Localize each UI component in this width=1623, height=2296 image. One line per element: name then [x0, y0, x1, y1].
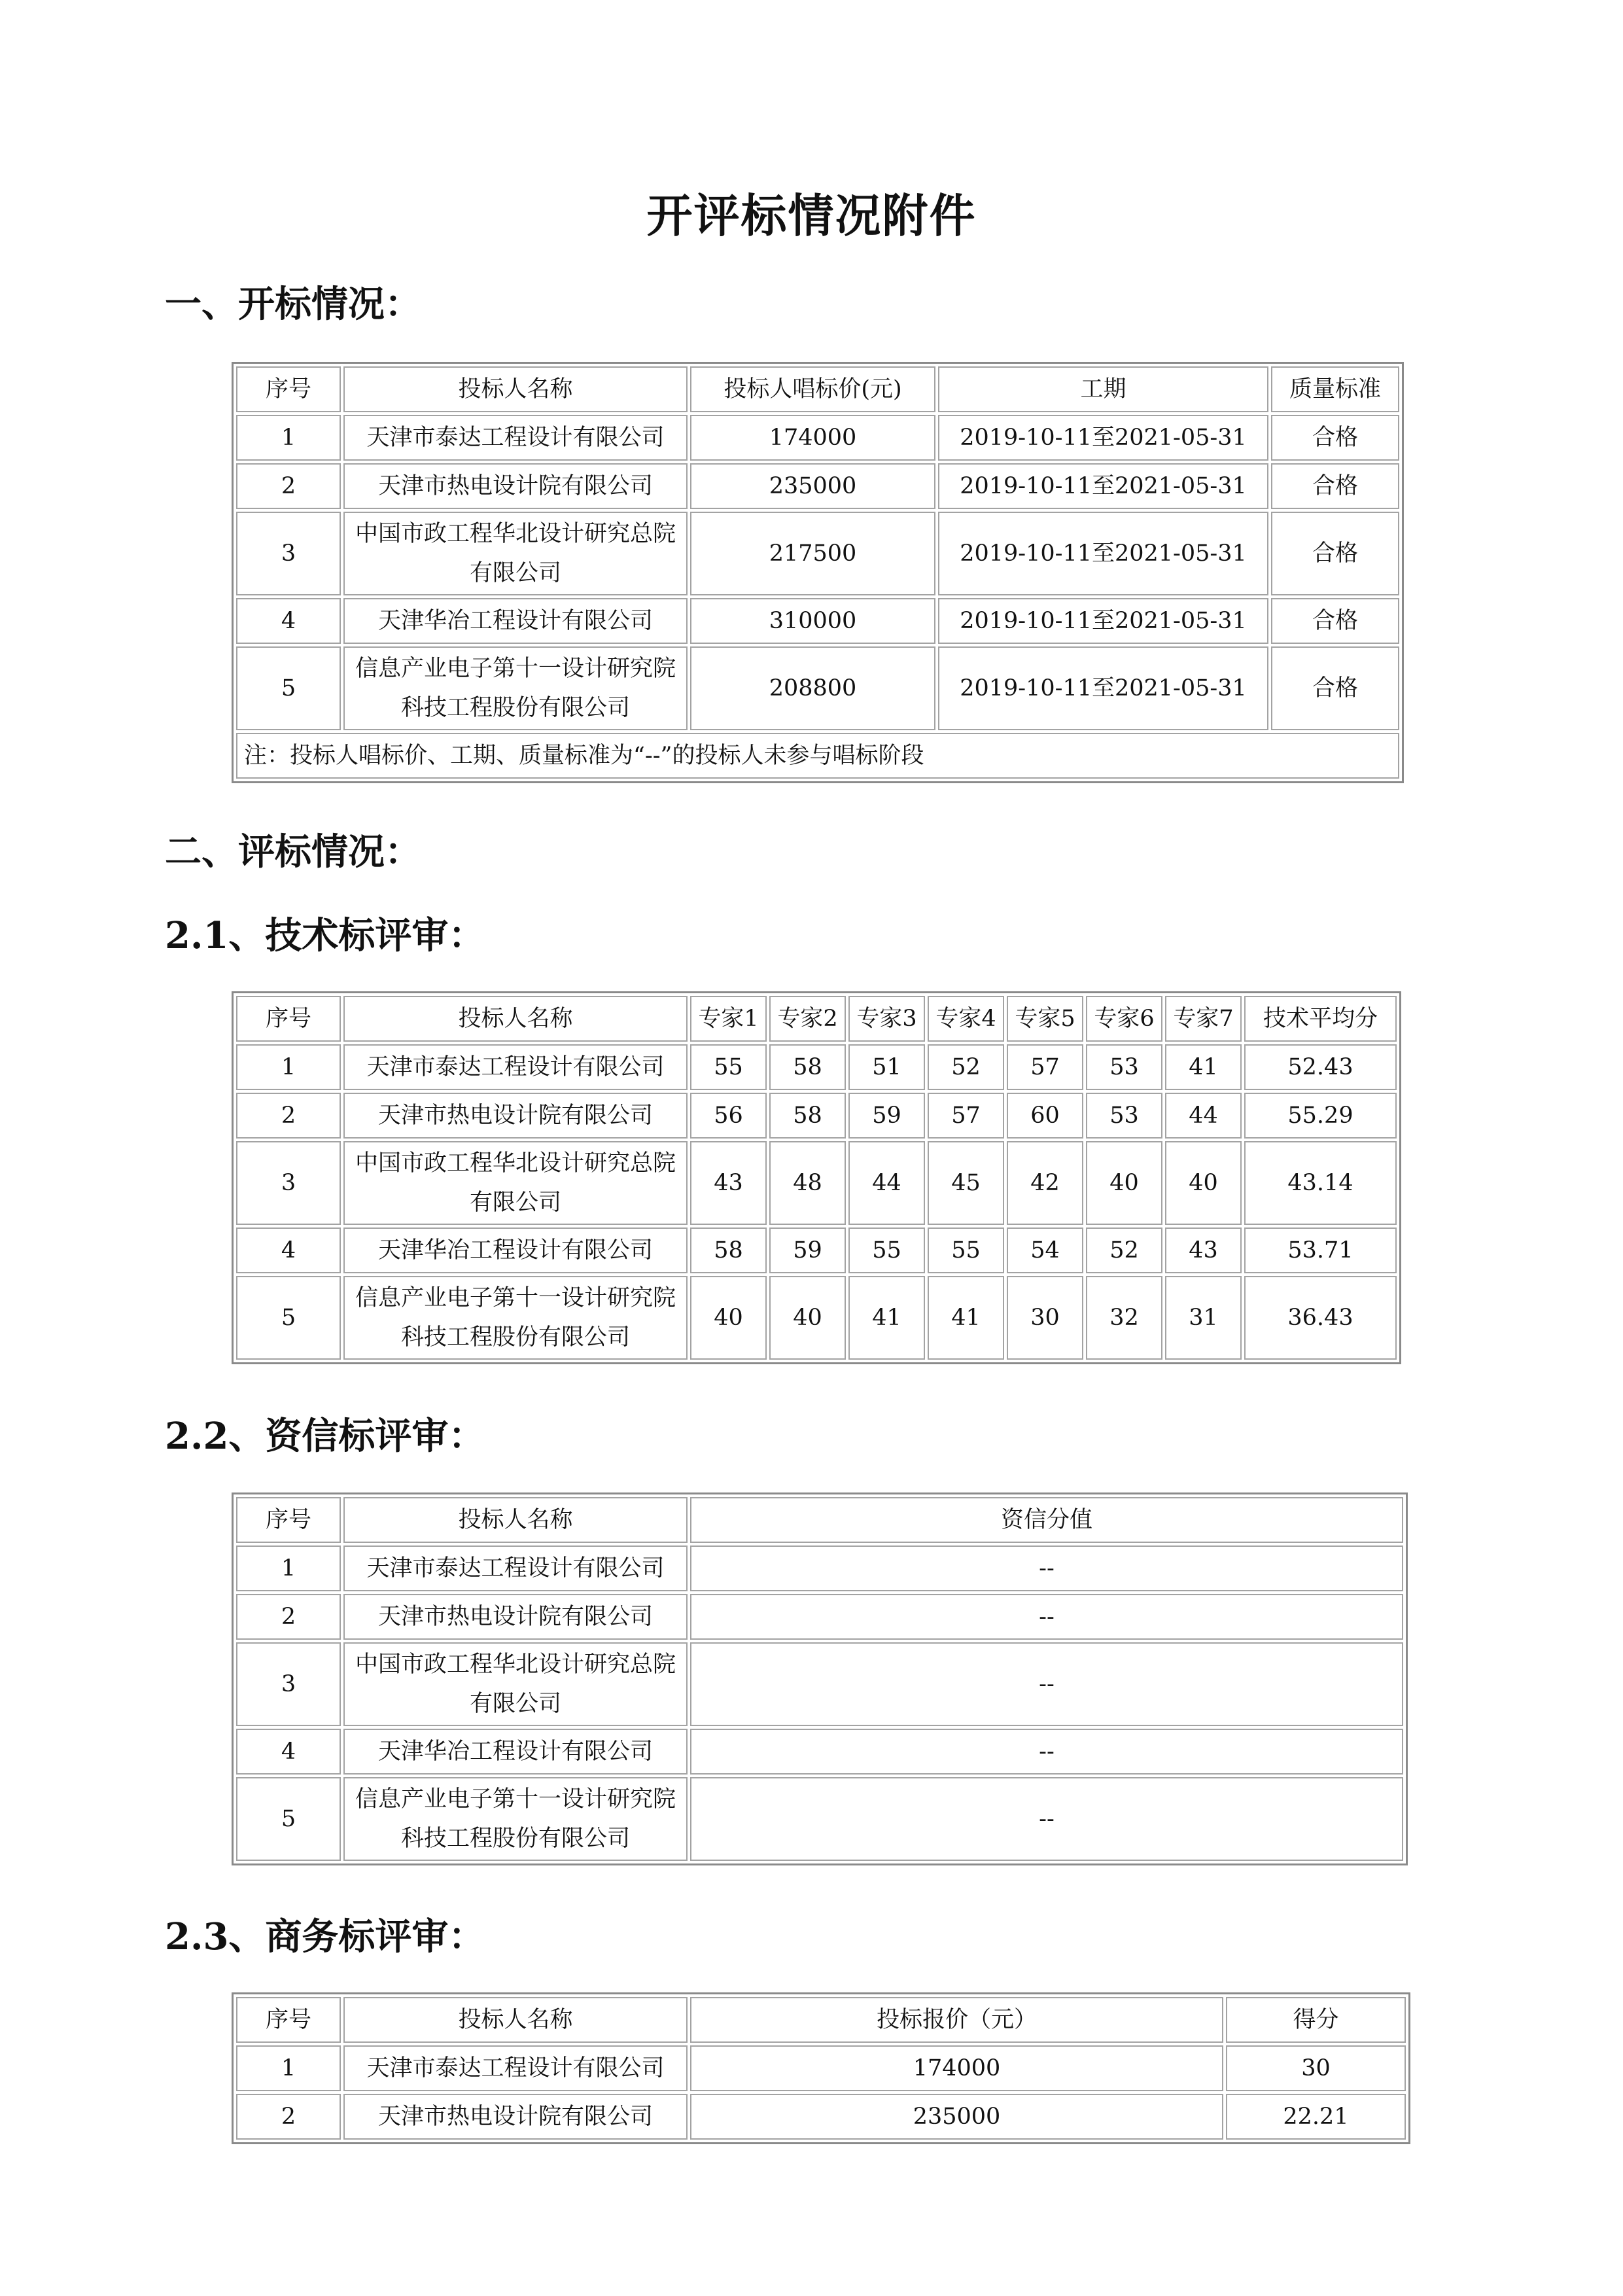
col-header-name: 投标人名称: [343, 366, 688, 412]
col-header-no: 序号: [236, 996, 341, 1042]
expert-score: 43: [1165, 1227, 1242, 1273]
table-row: [236, 2045, 1406, 2091]
expert-score: 55: [928, 1227, 1004, 1273]
row-no: 1: [236, 1044, 341, 1090]
bidder-name: 天津市热电设计院有限公司: [343, 463, 688, 509]
table-row: [236, 512, 1399, 595]
table-row: [236, 1642, 1403, 1726]
credit-value: --: [690, 1642, 1403, 1726]
expert-score: 54: [1007, 1227, 1083, 1273]
period: 2019-10-11至2021-05-31: [938, 598, 1268, 644]
row-no: 5: [236, 1276, 341, 1360]
table-note-row: [236, 733, 1399, 779]
document-title: 开评标情况附件: [646, 188, 977, 243]
bid-price: 235000: [690, 463, 935, 509]
credit-value: --: [690, 1777, 1403, 1861]
bid-price: 174000: [690, 415, 935, 461]
table-header-row: [236, 1497, 1403, 1543]
period: 2019-10-11至2021-05-31: [938, 512, 1268, 595]
col-header-bid-price: 投标报价（元）: [690, 1997, 1223, 2043]
bidder-name: 信息产业电子第十一设计研究院科技工程股份有限公司: [343, 1777, 688, 1861]
bid-price: 208800: [690, 646, 935, 730]
expert-score: 41: [1165, 1044, 1242, 1090]
business-score: 22.21: [1226, 2094, 1406, 2140]
row-no: 3: [236, 512, 341, 595]
table-note: 注：投标人唱标价、工期、质量标准为“--”的投标人未参与唱标阶段: [236, 733, 1399, 779]
table-row: [236, 1594, 1403, 1640]
col-header-period: 工期: [938, 366, 1268, 412]
bid-price: 217500: [690, 512, 935, 595]
bidder-name: 天津市泰达工程设计有限公司: [343, 415, 688, 461]
business-review-heading: 2.3、商务标评审：: [165, 1915, 485, 1958]
expert-score: 41: [848, 1276, 925, 1360]
bidder-name: 中国市政工程华北设计研究总院有限公司: [343, 1141, 688, 1225]
expert-score: 58: [769, 1044, 846, 1090]
col-header-tech-avg: 技术平均分: [1244, 996, 1397, 1042]
bidder-name: 天津市泰达工程设计有限公司: [343, 2045, 688, 2091]
expert-score: 57: [928, 1093, 1004, 1139]
section2-heading: 二、评标情况：: [165, 830, 421, 874]
col-header-credit-value: 资信分值: [690, 1497, 1403, 1543]
bidder-name: 信息产业电子第十一设计研究院科技工程股份有限公司: [343, 646, 688, 730]
tech-average: 53.71: [1244, 1227, 1397, 1273]
col-header-price: 投标人唱标价(元): [690, 366, 935, 412]
col-header-no: 序号: [236, 1497, 341, 1543]
bid-price: 235000: [690, 2094, 1223, 2140]
expert-score: 51: [848, 1044, 925, 1090]
tech-average: 36.43: [1244, 1276, 1397, 1360]
quality: 合格: [1271, 415, 1399, 461]
table-row: [236, 1545, 1403, 1591]
expert-score: 42: [1007, 1141, 1083, 1225]
table-row: [236, 646, 1399, 730]
table-header-row: [236, 1997, 1406, 2043]
tech-average: 55.29: [1244, 1093, 1397, 1139]
credit-value: --: [690, 1545, 1403, 1591]
credit-review-heading: 2.2、资信标评审：: [165, 1415, 485, 1458]
business-score: 30: [1226, 2045, 1406, 2091]
row-no: 1: [236, 415, 341, 461]
bid-opening-table: [232, 362, 1404, 783]
quality: 合格: [1271, 646, 1399, 730]
row-no: 2: [236, 1093, 341, 1139]
col-header-expert: 专家6: [1086, 996, 1162, 1042]
table-row: [236, 463, 1399, 509]
expert-score: 44: [1165, 1093, 1242, 1139]
expert-score: 52: [928, 1044, 1004, 1090]
col-header-expert: 专家3: [848, 996, 925, 1042]
tech-review-heading: 2.1、技术标评审：: [165, 914, 485, 957]
expert-score: 55: [848, 1227, 925, 1273]
expert-score: 30: [1007, 1276, 1083, 1360]
col-header-no: 序号: [236, 366, 341, 412]
expert-score: 43: [690, 1141, 767, 1225]
col-header-expert: 专家5: [1007, 996, 1083, 1042]
table-row: [236, 2094, 1406, 2140]
bidder-name: 天津市泰达工程设计有限公司: [343, 1044, 688, 1090]
bidder-name: 天津市热电设计院有限公司: [343, 1594, 688, 1640]
table-row: [236, 598, 1399, 644]
bidder-name: 天津市泰达工程设计有限公司: [343, 1545, 688, 1591]
row-no: 5: [236, 1777, 341, 1861]
expert-score: 44: [848, 1141, 925, 1225]
expert-score: 40: [769, 1276, 846, 1360]
table-row: [236, 1777, 1403, 1861]
expert-score: 56: [690, 1093, 767, 1139]
credit-value: --: [690, 1594, 1403, 1640]
section1-heading: 一、开标情况：: [165, 283, 421, 326]
period: 2019-10-11至2021-05-31: [938, 646, 1268, 730]
expert-score: 53: [1086, 1093, 1162, 1139]
bidder-name: 中国市政工程华北设计研究总院有限公司: [343, 1642, 688, 1726]
expert-score: 40: [1165, 1141, 1242, 1225]
bid-price: 174000: [690, 2045, 1223, 2091]
period: 2019-10-11至2021-05-31: [938, 415, 1268, 461]
tech-average: 52.43: [1244, 1044, 1397, 1090]
expert-score: 31: [1165, 1276, 1242, 1360]
bidder-name: 信息产业电子第十一设计研究院科技工程股份有限公司: [343, 1276, 688, 1360]
row-no: 3: [236, 1141, 341, 1225]
table-row: [236, 1276, 1397, 1360]
expert-score: 59: [769, 1227, 846, 1273]
row-no: 4: [236, 1729, 341, 1775]
expert-score: 52: [1086, 1227, 1162, 1273]
col-header-name: 投标人名称: [343, 1497, 688, 1543]
table-header-row: [236, 366, 1399, 412]
bid-price: 310000: [690, 598, 935, 644]
credit-value: --: [690, 1729, 1403, 1775]
expert-score: 45: [928, 1141, 1004, 1225]
col-header-expert: 专家4: [928, 996, 1004, 1042]
expert-score: 40: [1086, 1141, 1162, 1225]
table-row: [236, 1227, 1397, 1273]
table-row: [236, 1093, 1397, 1139]
row-no: 1: [236, 1545, 341, 1591]
table-row: [236, 1729, 1403, 1775]
row-no: 2: [236, 1594, 341, 1640]
col-header-expert: 专家2: [769, 996, 846, 1042]
row-no: 2: [236, 2094, 341, 2140]
row-no: 5: [236, 646, 341, 730]
col-header-expert: 专家1: [690, 996, 767, 1042]
row-no: 4: [236, 1227, 341, 1273]
table-row: [236, 415, 1399, 461]
quality: 合格: [1271, 512, 1399, 595]
bidder-name: 中国市政工程华北设计研究总院有限公司: [343, 512, 688, 595]
table-header-row: [236, 996, 1397, 1042]
col-header-name: 投标人名称: [343, 996, 688, 1042]
bidder-name: 天津市热电设计院有限公司: [343, 1093, 688, 1139]
expert-score: 59: [848, 1093, 925, 1139]
period: 2019-10-11至2021-05-31: [938, 463, 1268, 509]
expert-score: 58: [690, 1227, 767, 1273]
table-row: [236, 1141, 1397, 1225]
expert-score: 58: [769, 1093, 846, 1139]
row-no: 2: [236, 463, 341, 509]
row-no: 4: [236, 598, 341, 644]
expert-score: 57: [1007, 1044, 1083, 1090]
col-header-score: 得分: [1226, 1997, 1406, 2043]
col-header-name: 投标人名称: [343, 1997, 688, 2043]
table-row: [236, 1044, 1397, 1090]
expert-score: 32: [1086, 1276, 1162, 1360]
expert-score: 55: [690, 1044, 767, 1090]
expert-score: 40: [690, 1276, 767, 1360]
col-header-quality: 质量标准: [1271, 366, 1399, 412]
bidder-name: 天津华冶工程设计有限公司: [343, 1729, 688, 1775]
bidder-name: 天津市热电设计院有限公司: [343, 2094, 688, 2140]
expert-score: 53: [1086, 1044, 1162, 1090]
bidder-name: 天津华冶工程设计有限公司: [343, 598, 688, 644]
business-review-table: [232, 1992, 1410, 2144]
credit-review-table: [232, 1492, 1408, 1865]
quality: 合格: [1271, 598, 1399, 644]
col-header-no: 序号: [236, 1997, 341, 2043]
tech-average: 43.14: [1244, 1141, 1397, 1225]
expert-score: 48: [769, 1141, 846, 1225]
expert-score: 60: [1007, 1093, 1083, 1139]
col-header-expert: 专家7: [1165, 996, 1242, 1042]
quality: 合格: [1271, 463, 1399, 509]
row-no: 3: [236, 1642, 341, 1726]
bidder-name: 天津华冶工程设计有限公司: [343, 1227, 688, 1273]
row-no: 1: [236, 2045, 341, 2091]
tech-review-table: [232, 991, 1401, 1364]
expert-score: 41: [928, 1276, 1004, 1360]
